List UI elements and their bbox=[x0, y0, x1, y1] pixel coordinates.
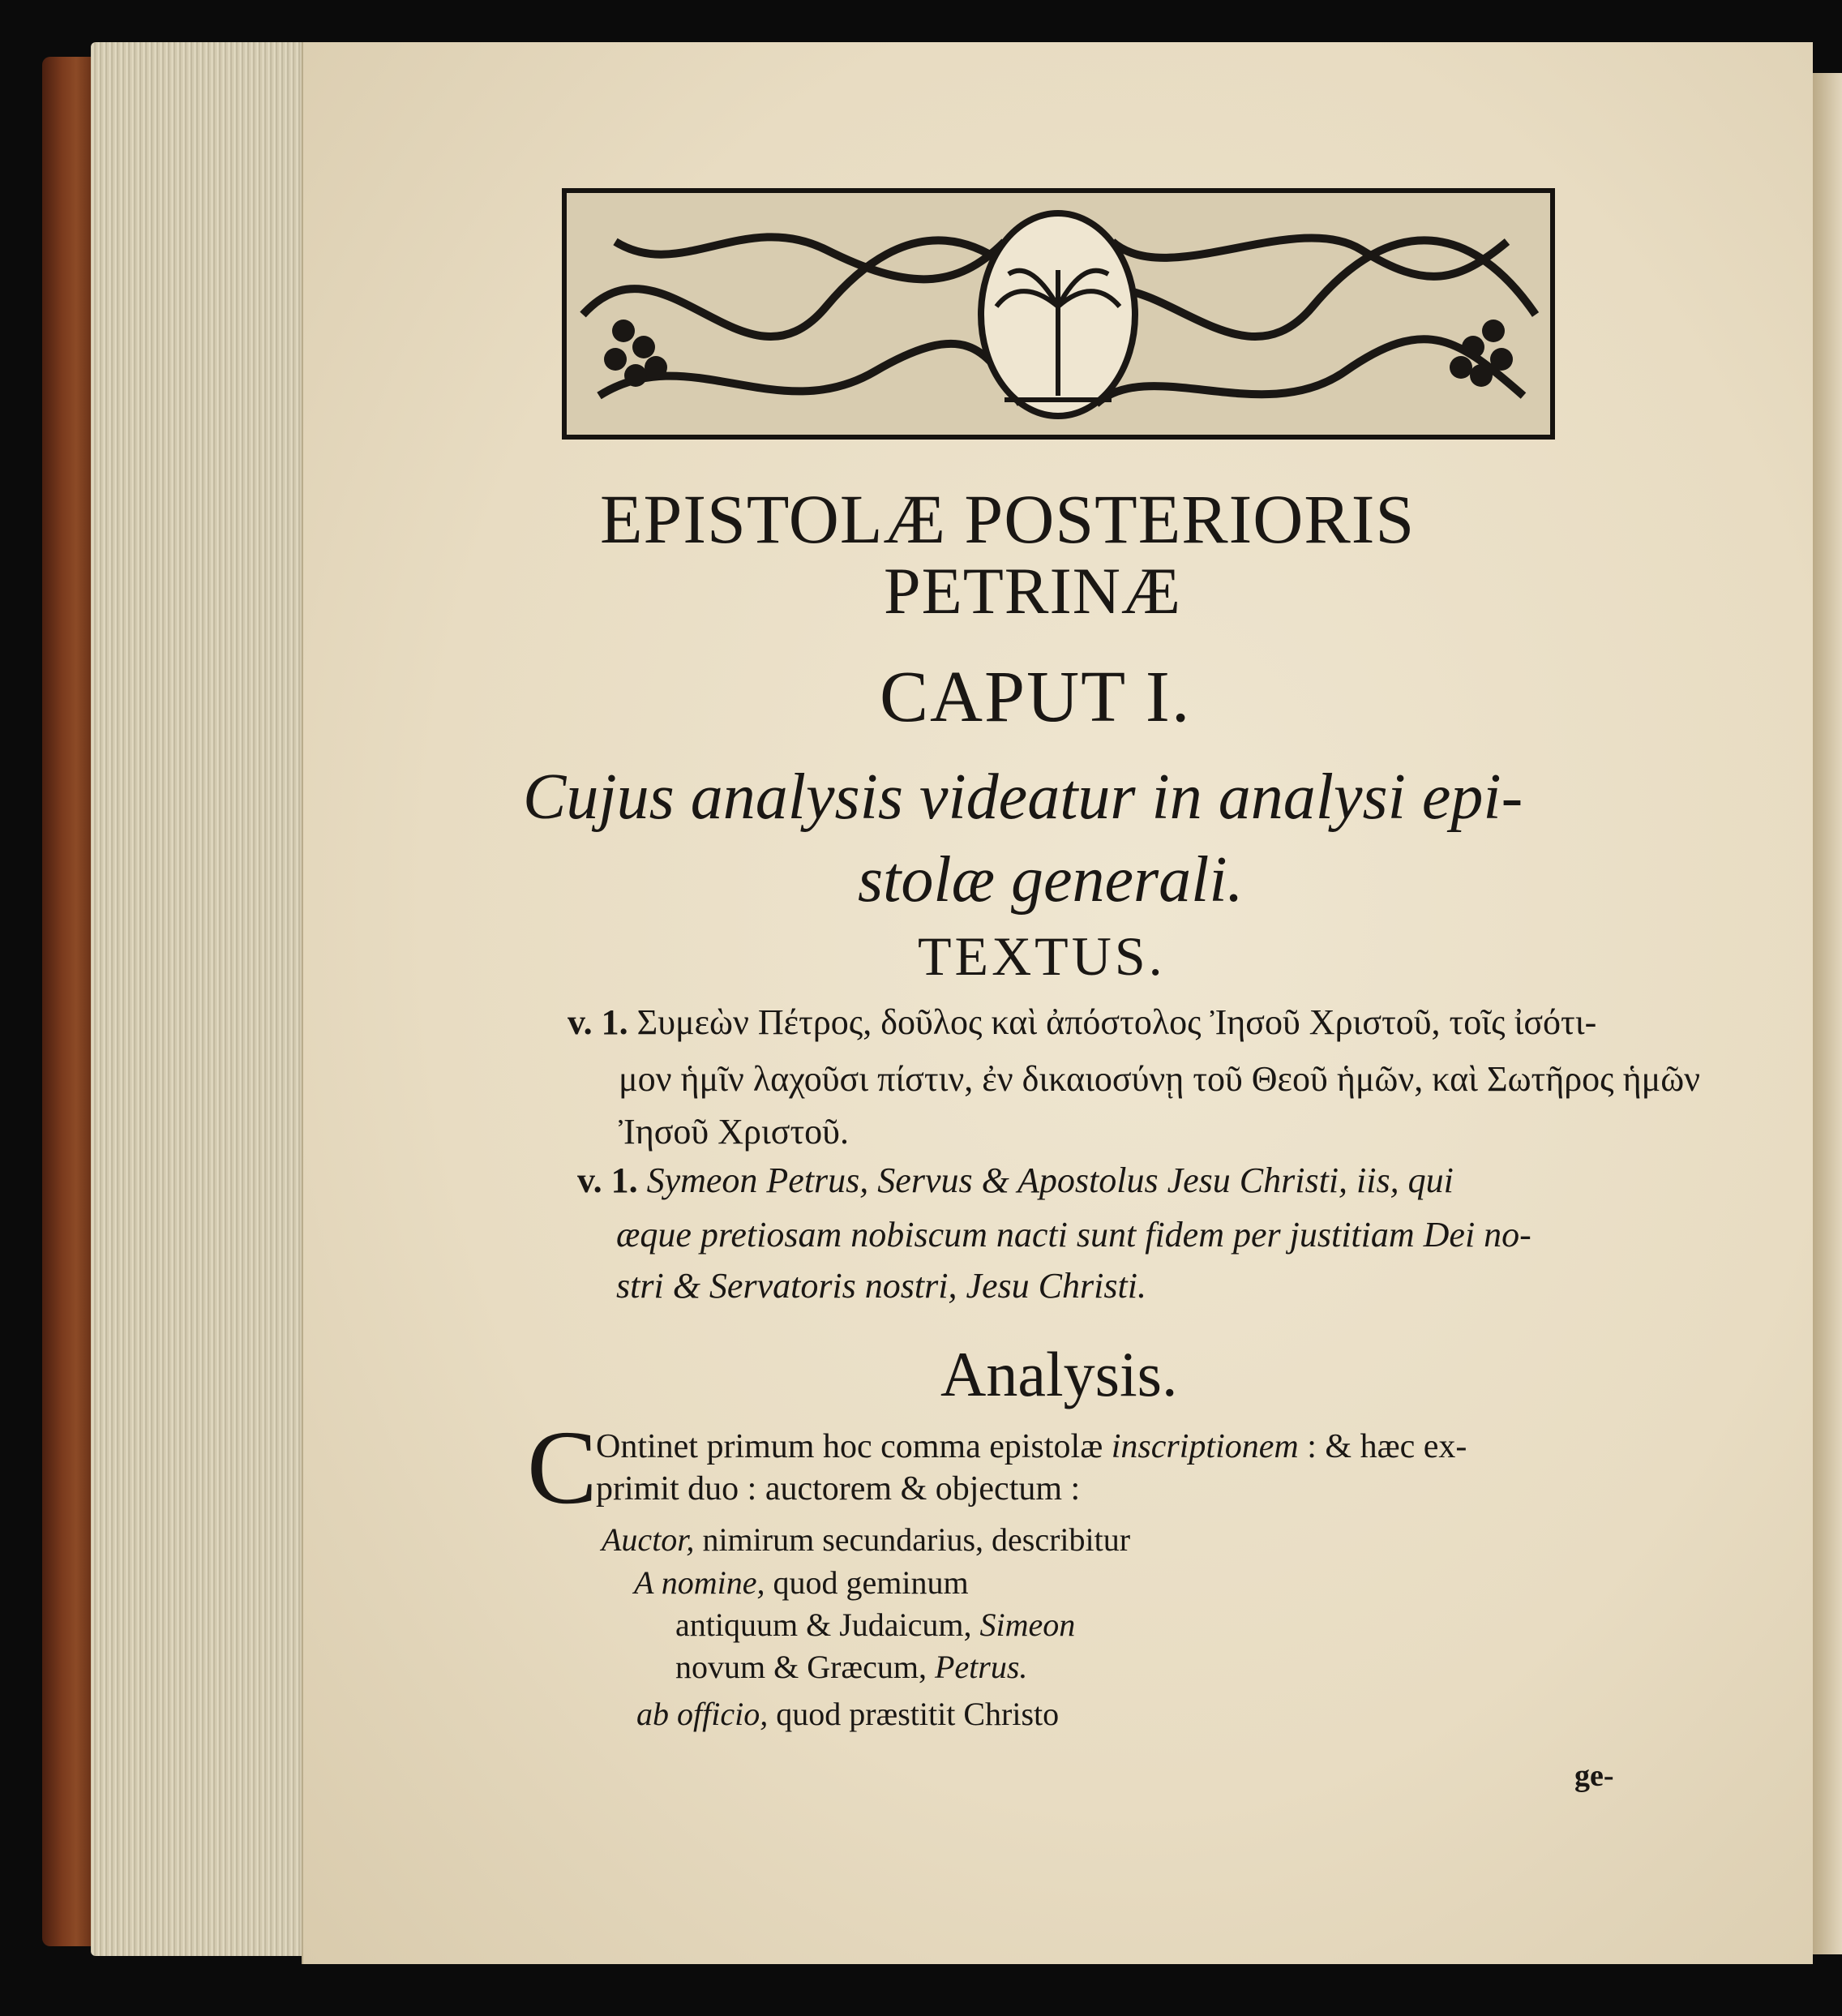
latin-verse-text: Symeon Petrus, Servus & Apostolus Jesu Christi, iis, qui bbox=[646, 1160, 1454, 1200]
outline-antiquum bbox=[675, 1606, 1075, 1644]
analysis-paragraph-line-2: primit duo : auctorem & objectum : bbox=[596, 1470, 1081, 1508]
text-run-italic: Petrus. bbox=[934, 1649, 1028, 1685]
latin-verse-line-3: stri & Servatoris nostri, Jesu Christi. bbox=[616, 1266, 1146, 1306]
outline-novum bbox=[675, 1648, 1027, 1686]
catchword: ge- bbox=[1574, 1759, 1614, 1793]
greek-verse-line-1 bbox=[568, 1002, 1596, 1043]
outline-auctor bbox=[602, 1521, 1130, 1559]
facing-page-edge bbox=[1811, 73, 1842, 1954]
title-line-1: EPISTOLÆ POSTERIORIS bbox=[600, 480, 1416, 558]
analysis-paragraph-line-1 bbox=[596, 1427, 1467, 1466]
text-run: Ontinet primum hoc comma epistolæ bbox=[596, 1428, 1112, 1465]
text-run: antiquum & Judaicum, bbox=[675, 1606, 980, 1643]
greek-verse-text: Συμεὼν Πέτρος, δοῦλος καὶ ἀπόστολος Ἰησοῦ Χριστοῦ, τοῖς ἰσότι- bbox=[636, 1002, 1597, 1042]
subtitle-line-1: Cujus analysis videatur in analysi epi- bbox=[523, 761, 1523, 833]
text-run: quod præstitit Christo bbox=[768, 1696, 1060, 1732]
ornamental-headpiece bbox=[562, 188, 1555, 440]
verse-number: v. 1. bbox=[577, 1160, 638, 1200]
text-run-italic: inscriptionem bbox=[1111, 1428, 1299, 1465]
drop-capital: C bbox=[527, 1409, 598, 1526]
text-run: nimirum secundarius, describitur bbox=[694, 1521, 1131, 1558]
text-run-italic: ab officio, bbox=[636, 1696, 769, 1732]
subtitle-line-2: stolæ generali. bbox=[858, 844, 1244, 916]
title-line-2: PETRINÆ bbox=[884, 554, 1181, 628]
analysis-heading: Analysis. bbox=[940, 1339, 1178, 1409]
page-edges bbox=[91, 42, 310, 1956]
verse-number: v. 1. bbox=[568, 1002, 628, 1042]
text-run-italic: A nomine, bbox=[634, 1564, 765, 1601]
latin-verse-line-1 bbox=[577, 1160, 1454, 1201]
text-run: : & hæc ex- bbox=[1298, 1428, 1467, 1465]
text-run-italic: Auctor, bbox=[602, 1521, 695, 1558]
textus-heading: TEXTUS. bbox=[918, 925, 1166, 987]
latin-verse-line-2: æque pretiosam nobiscum nacti sunt fidem per justitiam Dei no- bbox=[616, 1215, 1531, 1255]
greek-verse-line-2: μον ἡμῖν λαχοῦσι πίστιν, ἐν δικαιοσύνῃ τοῦ Θεοῦ ἡμῶν, καὶ Σωτῆρος ἡμῶν bbox=[619, 1059, 1701, 1099]
outline-ab-officio bbox=[636, 1695, 1059, 1733]
text-run-italic: Simeon bbox=[979, 1606, 1076, 1643]
greek-verse-line-3: Ἰησοῦ Χριστοῦ. bbox=[619, 1112, 849, 1152]
chapter-heading: CAPUT I. bbox=[880, 657, 1192, 737]
outline-a-nomine bbox=[634, 1563, 969, 1602]
text-run: quod geminum bbox=[765, 1564, 969, 1601]
text-run: novum & Græcum, bbox=[675, 1649, 935, 1685]
